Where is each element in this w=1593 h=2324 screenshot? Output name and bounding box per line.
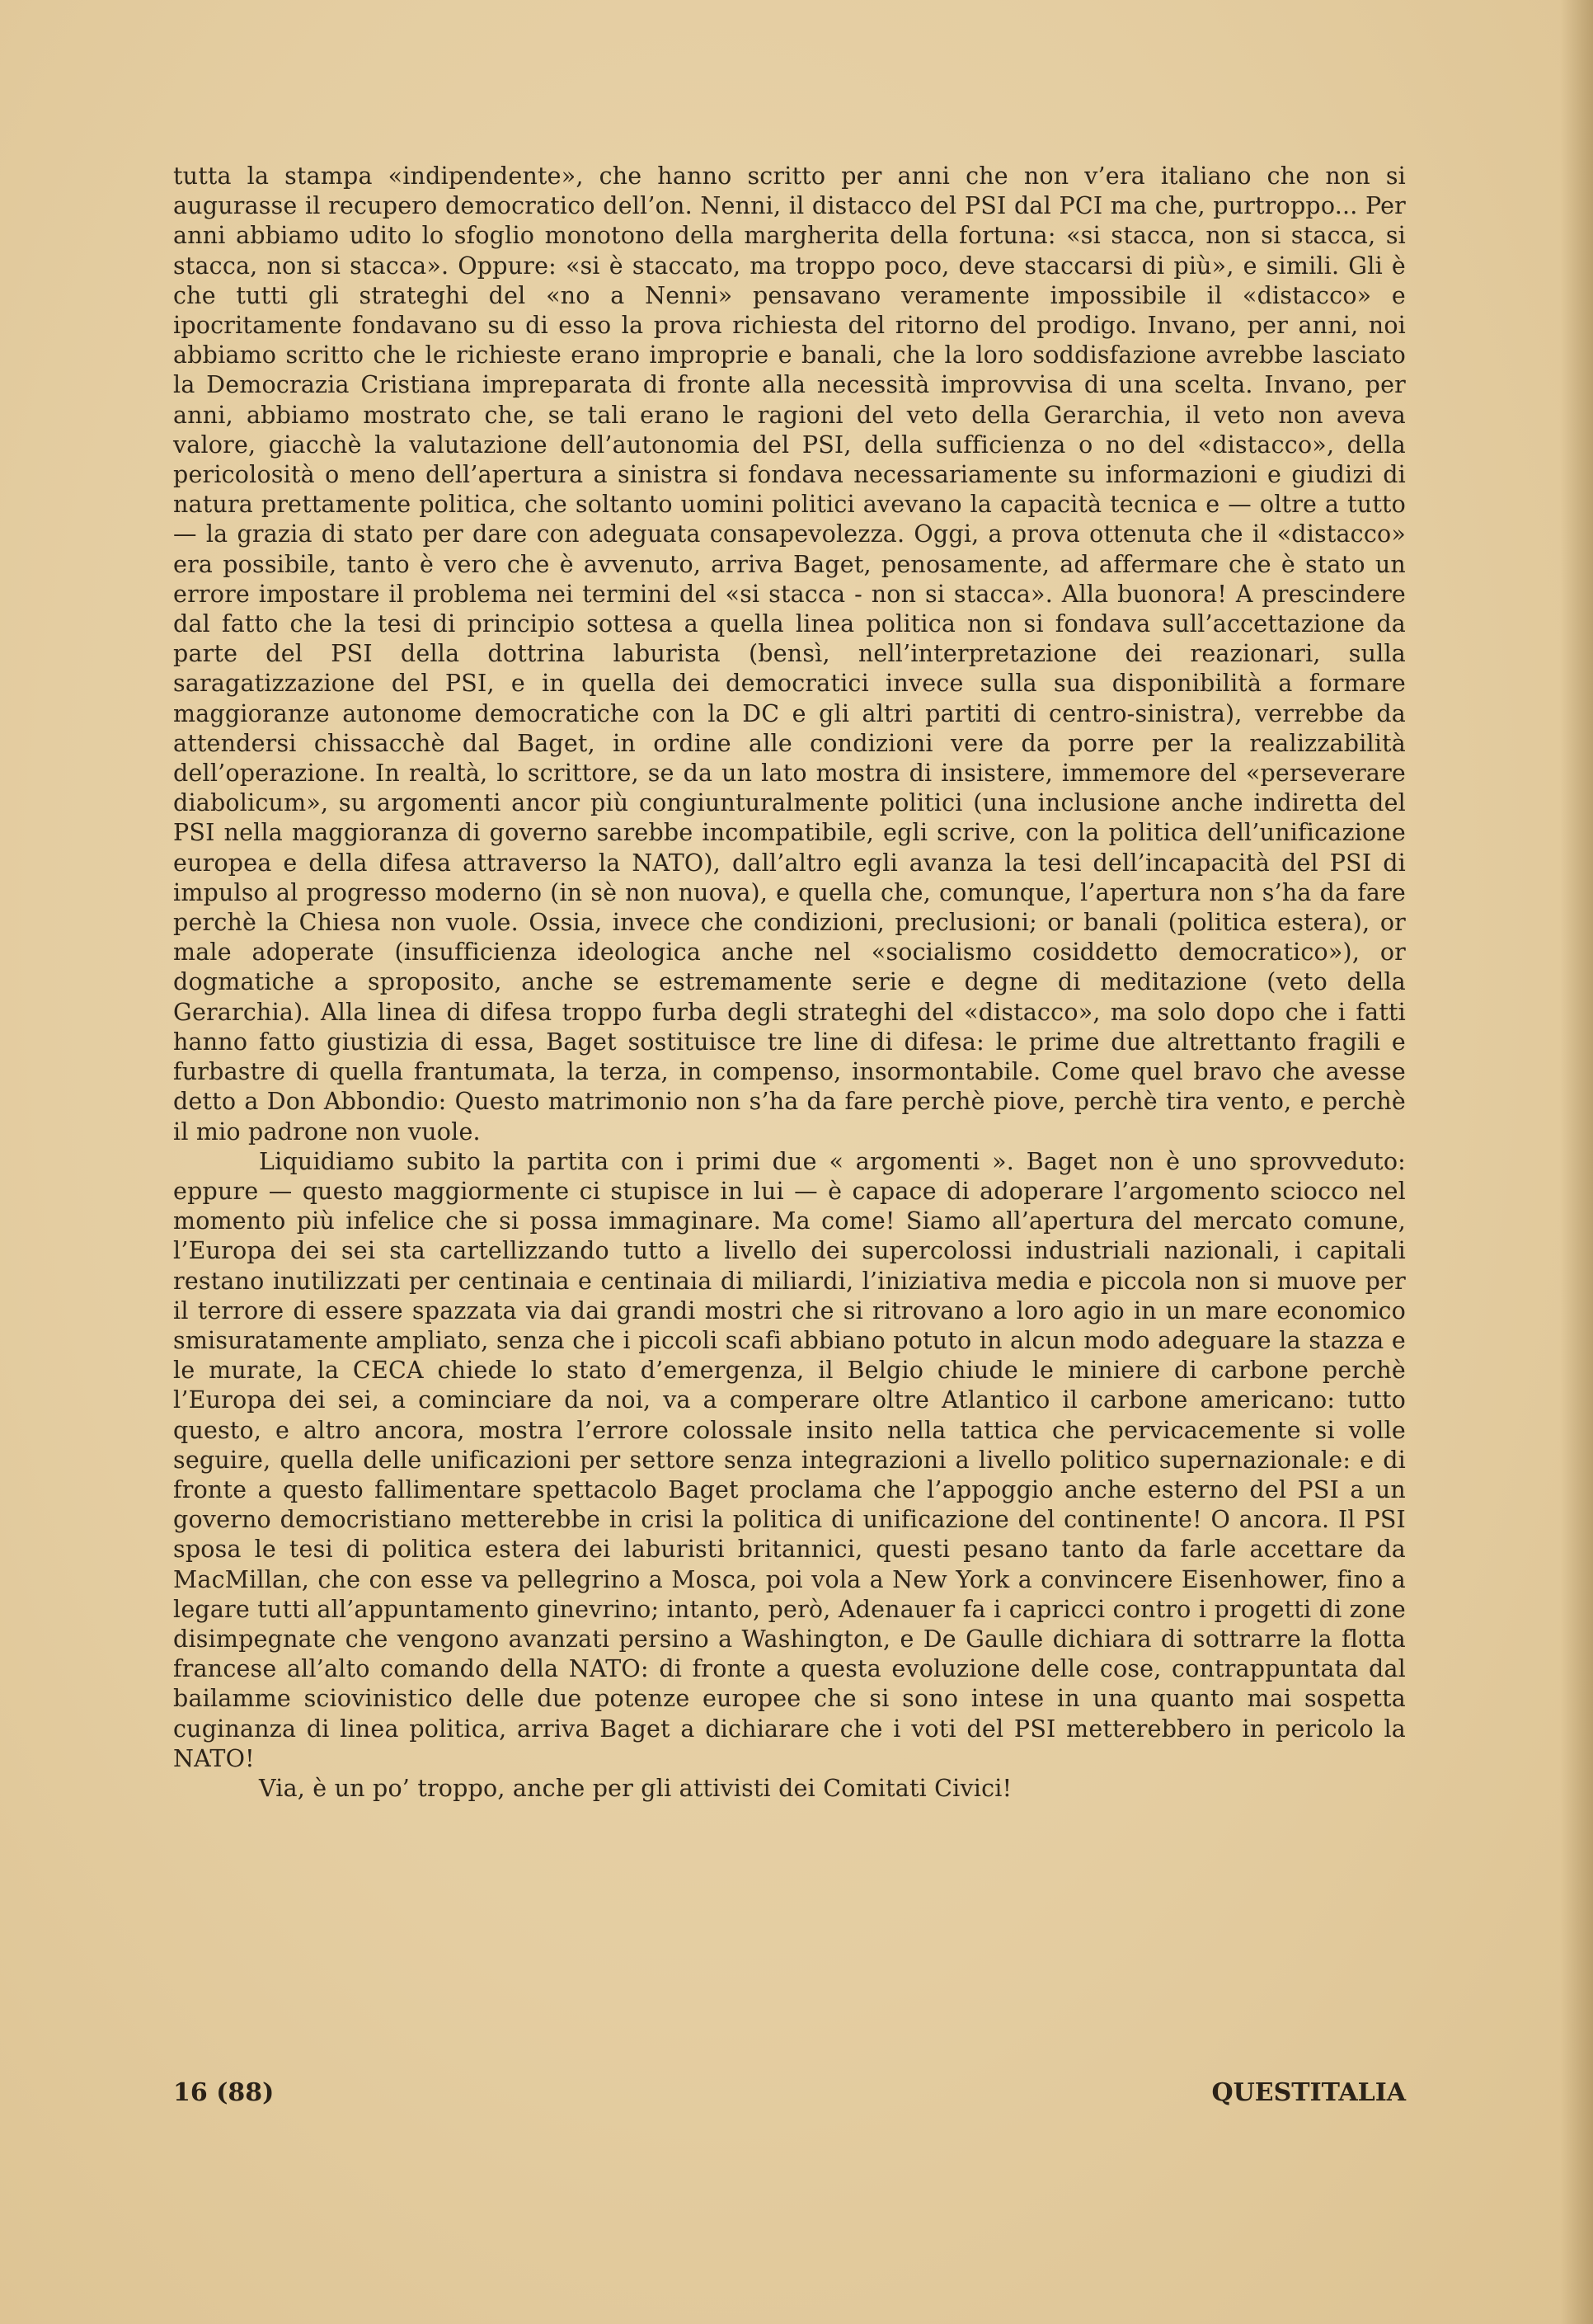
body-text bbox=[173, 162, 1406, 1804]
page-footer bbox=[173, 2078, 1406, 2107]
journal-name: QUESTITALIA bbox=[1211, 2078, 1406, 2107]
paragraph-3: Via, è un po’ troppo, anche per gli attivisti dei Comitati Civici! bbox=[259, 1774, 1013, 1802]
paragraph-2: Liquidiamo subito la partita con i primi due « argomenti ». Baget non è uno sprovveduto: eppure — questo maggiormente ci stupisce in lui — è capace di adoperare l’argomento sciocco nel momento più infelice che si possa immaginare. Ma come! Siamo all’apertura del mercato comune, l’Europa dei sei sta cartellizzando tutto a livello dei supercolossi industriali nazionali, i capitali restano inutilizzati per centinaia e centinaia di miliardi, l’iniziativa media e piccola non si muove per il terrore di essere spazzata via dai grandi mostri che si ritrovano a loro agio in un mare economico smisuratamente ampliato, senza che i piccoli scafi abbiano potuto in alcun modo adeguare la stazza e le murate, la CECA chiede lo stato d’emergenza, il Belgio chiude le miniere di carbone perchè l’Europa dei sei, a cominciare da noi, va a comperare oltre Atlantico il carbone americano: tutto questo, e altro ancora, mostra l’errore colossale insito nella tattica che pervicacemente si volle seguire, quella delle unificazioni per settore senza integrazioni a livello politico supernazionale: e di fronte a questo fallimentare spettacolo Baget proclama che l’appoggio anche esterno del PSI a un governo democristiano metterebbe in crisi la politica di unificazione del continente! O ancora. Il PSI sposa le tesi di politica estera dei laburisti britannici, questi pesano tanto da farle accettare da MacMillan, che con esse va pellegrino a Mosca, poi vola a New York a convincere Eisenhower, fino a legare tutti all’appuntamento ginevrino; intanto, però, Adenauer fa i capricci contro i progetti di zone disimpegnate che vengono avanzati persino a Washington, e De Gaulle dichiara di sottrarre la flotta francese all’alto comando della NATO: di fronte a questa evoluzione delle cose, contrappuntata dal bailamme sciovinistico delle due potenze europee che si sono intese in una quanto mai sospetta cuginanza di linea politica, arriva Baget a dichiarare che i voti del PSI metterebbero in pericolo la NATO! bbox=[173, 1147, 1406, 1772]
page-number: 16 (88) bbox=[173, 2078, 275, 2107]
paragraph-1: tutta la stampa «indipendente», che hanno scritto per anni che non v’era italiano che non si augurasse il recupero democratico dell’on. Nenni, il distacco del PSI dal PCI ma che, purtroppo... Per anni abbiamo udito lo sfoglio monotono della margherita della fortuna: «si stacca, non si stacca, si stacca, non si stacca». Oppure: «si è staccato, ma troppo poco, deve staccarsi di più», e simili. Gli è che tutti gli strateghi del «no a Nenni» pensavano veramente impossibile il «distacco» e ipocritamente fondavano su di esso la prova richiesta del ritorno del prodigo. Invano, per anni, noi abbiamo scritto che le richieste erano improprie e banali, che la loro soddisfazione avrebbe lasciato la Democrazia Cristiana impreparata di fronte alla necessità improvvisa di una scelta. Invano, per anni, abbiamo mostrato che, se tali erano le ragioni del veto della Gerarchia, il veto non aveva valore, giacchè la valutazione dell’autonomia del PSI, della sufficienza o no del «distacco», della pericolosità o meno dell’apertura a sinistra si fondava necessariamente su informazioni e giudizi di natura prettamente politica, che soltanto uomini politici avevano la capacità tecnica e — oltre a tutto — la grazia di stato per dare con adeguata consapevolezza. Oggi, a prova ottenuta che il «distacco» era possibile, tanto è vero che è avvenuto, arriva Baget, penosamente, ad affermare che è stato un errore impostare il problema nei termini del «si stacca - non si stacca». Alla buonora! A prescindere dal fatto che la tesi di principio sottesa a quella linea politica non si fondava sull’accettazione da parte del PSI della dottrina laburista (bensì, nell’interpretazione dei reazionari, sulla saragatizzazione del PSI, e in quella dei democratici invece sulla sua disponibilità a formare maggioranze autonome democratiche con la DC e gli altri partiti di centro-sinistra), verrebbe da attendersi chissacchè dal Baget, in ordine alle condizioni vere da porre per la realizzabilità dell’operazione. In realtà, lo scrittore, se da un lato mostra di insistere, immemore del «perseverare diabolicum», su argomenti ancor più congiunturalmente politici (una inclusione anche indiretta del PSI nella maggioranza di governo sarebbe incompatibile, egli scrive, con la politica dell’unificazione europea e della difesa attraverso la NATO), dall’altro egli avanza la tesi dell’incapacità del PSI di impulso al progresso moderno (in sè non nuova), e quella che, comunque, l’apertura non s’ha da fare perchè la Chiesa non vuole. Ossia, invece che condizioni, preclusioni; or banali (politica estera), or male adoperate (insufficienza ideologica anche nel «socialismo cosiddetto democratico»), or dogmatiche a sproposito, anche se estremamente serie e degne di meditazione (veto della Gerarchia). Alla linea di difesa troppo furba degli strateghi del «distacco», ma solo dopo che i fatti hanno fatto giustizia di essa, Baget sostituisce tre line di difesa: le prime due altrettanto fragili e furbastre di quella frantumata, la terza, in compenso, insormontabile. Come quel bravo che avesse detto a Don Abbondio: Questo matrimonio non s’ha da fare perchè piove, perchè tira vento, e perchè il mio padrone non vuole. bbox=[173, 162, 1406, 1146]
page-edge-shadow bbox=[1560, 0, 1593, 2324]
